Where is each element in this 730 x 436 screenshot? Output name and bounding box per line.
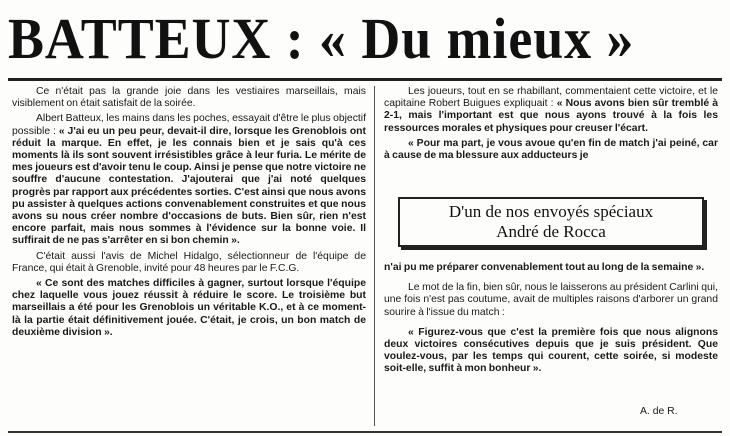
column-divider [374,86,375,426]
paragraph: Le mot de la fin, bien sûr, nous le laisserons au président Carlini qui, une fois n'est pas coutume, avait de multiples raisons d'arborer un grand sourire à l'issue du match : [384,282,718,318]
byline-author: André de Rocca [496,222,606,241]
signature: A. de R. [640,406,678,417]
paragraph-intro: Les joueurs, tout en se rhabillant, commentaient cette victoire, et le capitaine Robert Buigues expliquait : [384,86,718,110]
quote-buigues-end: n'ai pu me préparer convenablement tout au long de la semaine ». [384,262,705,273]
quote-hidalgo: « Ce sont des matches difficiles à gagner, surtout lorsque l'équipe chez laquelle vous jouez réussit à réduire le score. Le troisième but marseillais a été pour les Grenoblois un véritable K.O., et à ce moment-là la partie était définitivement jouée. C'était, je crois, un bon match de deuxième division ». [12,278,366,338]
byline-box [398,197,704,247]
right-column-top [384,86,718,162]
paragraph: C'était aussi l'avis de Michel Hidalgo, sélectionneur de l'équipe de France, qui était à Grenoble, invité pour 48 heures par le F.C.G. [12,250,366,274]
right-column-bottom [384,262,718,376]
paragraph [12,113,366,247]
paragraph-intro: Albert Batteux, les mains dans les poches, essayait d'être le plus objectif possible : [12,113,366,137]
paragraph: Ce n'était pas la grande joie dans les vestiaires marseillais, mais visiblement on était satisfait de la soirée. [12,86,366,110]
headline-rule [8,78,722,81]
byline-line-1: D'un de nos envoyés spéciaux [448,202,654,221]
quote-buigues-continued: « Pour ma part, je vous avoue qu'en fin de match j'ai peiné, car à cause de ma blessure aux adducteurs je [384,137,718,162]
quote-batteux: « J'ai eu un peu peur, devait-il dire, lorsque les Grenoblois ont réduit la marque. En effet, je les connais bien et je sais qu'à ces moments là ils sont souvent irrésistibles grâce à leur furia. Le mérite de mes joueurs est d'avoir tenu le coup. Ainsi je pense que notre victoire ne souffre d'aucune contestation. J'ajouterai que j'ai noté quelques progrès par rapport aux précédentes sorties. C'est ainsi que nous avons pu assister à quelques actions convenablement construites et que nous avons su nous créer nombre d'occasions de buts. Bien sûr, rien n'est encore parfait, mais nous sommes à l'évidence sur la bonne voie. Il suffirait de ne pas s'arrêter en si bon chemin ». [12,125,366,247]
quote-carlini: « Figurez-vous que c'est la première fois que nous alignons deux victoires consécutives depuis que je suis président. Que voulez-vous, par les temps qui courent, cette soirée, si modeste soit-elle, suffit à mon bonheur ». [384,326,718,375]
paragraph [384,86,718,135]
quote-buigues: « Nous avons bien sûr tremblé à 2-1, mais l'important est que nous ayons trouvé à la fois les ressources morales et physiques pour creuser l'écart. [384,98,719,134]
bottom-rule [8,431,722,433]
left-column [12,86,366,339]
headline: BATTEUX : « Du mieux » [8,6,635,71]
